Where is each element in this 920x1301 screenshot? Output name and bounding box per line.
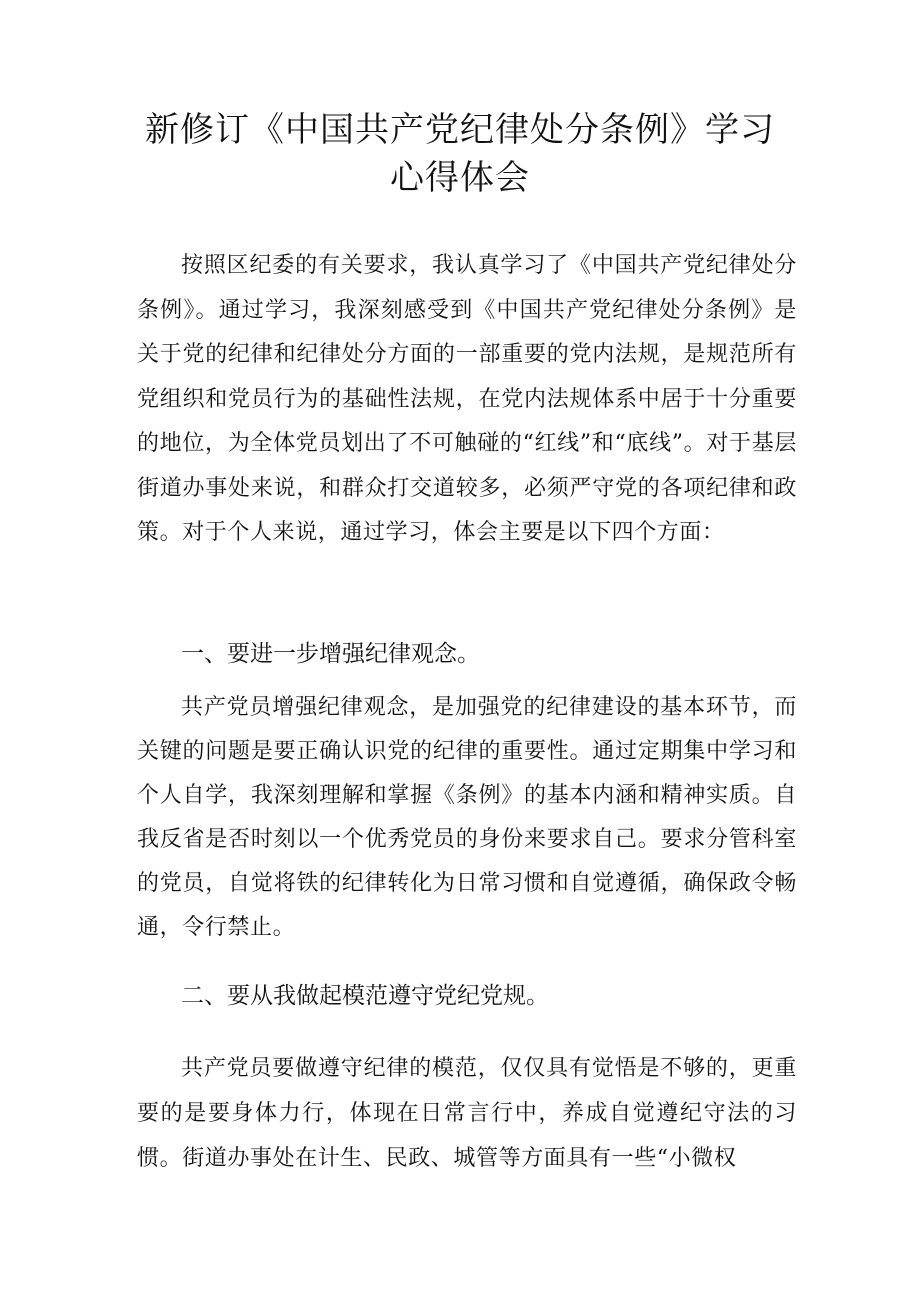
section-2-paragraph: 共产党员要做遵守纪律的模范，仅仅具有觉悟是不够的，更重要的是要身体力行，体现在日常言行中，养成自觉遵纪守法的习惯。街道办事处在计生、民政、城管等方面具有一些“小微权 <box>137 1056 797 1171</box>
document-title-line-2: 心得体会 <box>390 158 530 198</box>
section-heading-1: 一、要进一步增强纪律观念。 <box>181 641 480 667</box>
document-title-line-1: 新修订《中国共产党纪律处分条例》学习 <box>145 110 775 150</box>
section-heading-2: 二、要从我做起模范遵守党纪党规。 <box>181 983 549 1009</box>
section-1-paragraph: 共产党员增强纪律观念，是加强党的纪律建设的基本环节，而关键的问题是要正确认识党的纪律的重要性。通过定期集中学习和个人自学，我深刻理解和掌握《条例》的基本内涵和精神实质。自我反省是否时刻以一个优秀党员的身份来要求自己。要求分管科室的党员，自觉将铁的纪律转化为日常习惯和自觉遵循，确保政令畅通，令行禁止。 <box>137 695 797 940</box>
intro-paragraph: 按照区纪委的有关要求，我认真学习了《中国共产党纪律处分条例》。通过学习，我深刻感受到《中国共产党纪律处分条例》是关于党的纪律和纪律处分方面的一部重要的党内法规，是规范所有党组织和党员行为的基础性法规，在党内法规体系中居于十分重要的地位，为全体党员划出了不可触碰的“红线”和“底线”。对于基层街道办事处来说，和群众打交道较多，必须严守党的各项纪律和政策。对于个人来说，通过学习，体会主要是以下四个方面： <box>137 253 797 545</box>
